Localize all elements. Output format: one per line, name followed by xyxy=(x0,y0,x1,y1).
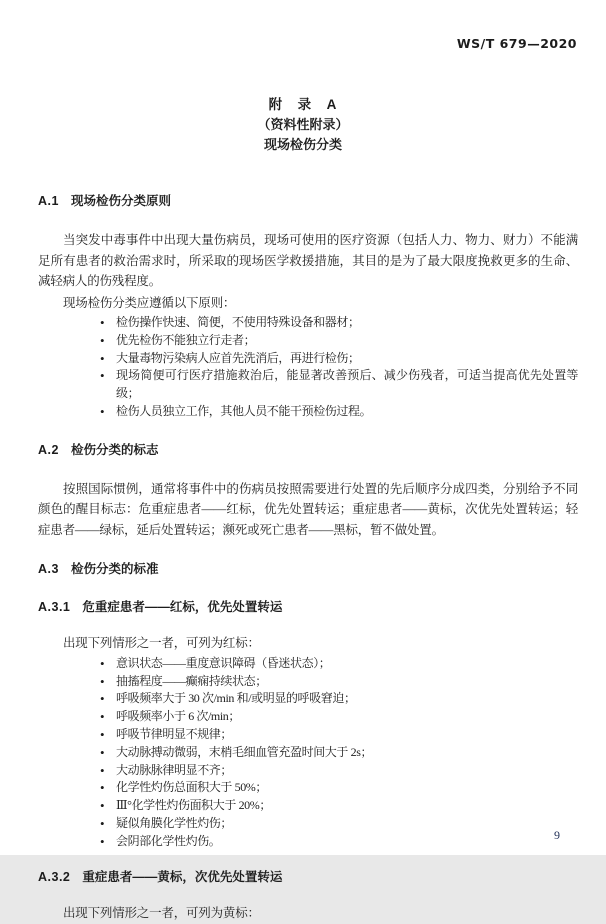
section-title-text: 检伤分类的标志 xyxy=(70,442,159,457)
bullet-item: • 优先检伤不能独立行走者； xyxy=(100,332,578,350)
bullet-item: • 会阴部化学性灼伤。 xyxy=(100,833,578,851)
section-title-text: 重症患者——黄标，次优先处置转运 xyxy=(82,869,283,884)
bullet-item: • 意识状态——重度意识障碍（昏迷状态）； xyxy=(100,655,578,673)
bullet-item: • 大动脉搏动微弱，末梢毛细血管充盈时间大于 2s； xyxy=(100,744,578,762)
paragraph: 当突发中毒事件中出现大量伤病员，现场可使用的医疗资源（包括人力、物力、财力）不能满足所有患者的救治需求时，所采取的现场医学救援措施，其目的是为了最大限度挽救更多的生命、减轻病人的伤残程度。 xyxy=(38,233,578,288)
section-heading-A.1 xyxy=(38,192,578,210)
section-title-text: 危重症患者——红标，优先处置转运 xyxy=(82,600,283,615)
appendix-section-title: 现场检伤分类 xyxy=(263,137,342,152)
section-number: A.1 xyxy=(38,194,59,208)
bullet-item: • 检伤人员独立工作，其他人员不能干预检伤过程。 xyxy=(100,403,578,421)
standard-number-header: WS/T 679—2020 xyxy=(456,36,577,51)
bullet-item: • 化学性灼伤总面积大于 50%； xyxy=(100,779,578,797)
section-number: A.3.2 xyxy=(38,869,71,884)
bullet-item: • 呼吸频率大于 30 次/min 和/或明显的呼吸窘迫； xyxy=(100,690,578,708)
section-heading-A.3.2 xyxy=(38,868,578,886)
bullet-item: • 疑似角膜化学性灼伤； xyxy=(100,815,578,833)
document-content xyxy=(38,172,578,924)
paragraph: 出现下列情形之一者，可列为黄标： xyxy=(63,905,260,920)
page-number: 9 xyxy=(554,828,560,842)
bullet-item: • 呼吸频率小于 6 次/min； xyxy=(100,708,578,726)
section-title-text: 现场检伤分类原则 xyxy=(70,194,171,208)
bullet-item: • 大量毒物污染病人应首先洗消后，再进行检伤； xyxy=(100,350,578,368)
bullet-item: • 抽搐程度——癫痫持续状态； xyxy=(100,673,578,691)
bullet-item: • Ⅲ°化学性灼伤面积大于 20%； xyxy=(100,797,578,815)
bullet-item: • 呼吸节律明显不规律； xyxy=(100,726,578,744)
bullet-list xyxy=(38,314,578,421)
paragraph: 出现下列情形之一者，可列为红标： xyxy=(63,636,260,651)
section-title-text: 检伤分类的标准 xyxy=(70,562,159,577)
section-heading-A.2 xyxy=(38,441,578,459)
section-number: A.3 xyxy=(38,562,59,577)
appendix-title: 附 录 A xyxy=(268,97,338,112)
appendix-subtitle: （资料性附录） xyxy=(257,117,349,132)
bullet-item: • 现场简便可行医疗措施救治后，能显著改善预后、减少伤残者，可适当提高优先处置等级； xyxy=(100,367,578,403)
section-number: A.3.1 xyxy=(38,600,71,615)
appendix-title-block xyxy=(0,95,606,155)
paragraph: 现场检伤分类应遵循以下原则： xyxy=(63,295,236,310)
section-heading-A.3.1 xyxy=(38,598,578,616)
section-number: A.2 xyxy=(38,442,59,457)
bullet-item: • 大动脉脉律明显不齐； xyxy=(100,762,578,780)
bullet-item: • 检伤操作快速、简便，不使用特殊设备和器材； xyxy=(100,314,578,332)
section-heading-A.3 xyxy=(38,560,578,578)
bullet-list xyxy=(38,655,578,851)
paragraph: 按照国际惯例，通常将事件中的伤病员按照需要进行处置的先后顺序分成四类，分别给予不同颜色的醒目标志：危重症患者——红标，优先处置转运；重症患者——黄标，次优先处置转运；轻症患者——绿标，延后处置转运；濒死或死亡患者——黑标，暂不做处置。 xyxy=(38,481,578,537)
